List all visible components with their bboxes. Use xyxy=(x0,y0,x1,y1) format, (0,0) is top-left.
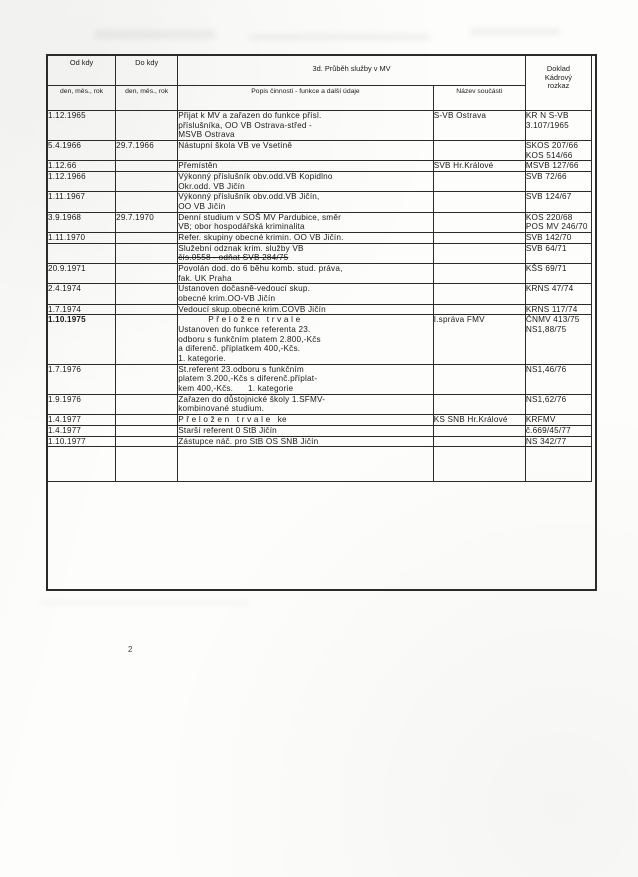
cell-nazev xyxy=(433,192,525,212)
table-row xyxy=(48,304,592,315)
cell-doklad: KRFMV xyxy=(525,415,591,426)
table-row xyxy=(48,415,592,426)
cell-popis: Refer. skupiny obecné krimin. OO VB Jičín. xyxy=(178,233,433,244)
header-prubeh-sluzby: 3d. Průběh služby v MV xyxy=(178,56,526,86)
table-row xyxy=(48,212,592,232)
cell-do-kdy xyxy=(116,233,178,244)
cell-doklad: SVB 142/70 xyxy=(525,233,591,244)
table-header-sub-row xyxy=(48,86,592,111)
cell-nazev xyxy=(433,233,525,244)
cell-do-kdy xyxy=(116,425,178,436)
table-row xyxy=(48,436,592,447)
cell-popis: Zařazen do důstojnické školy 1.SFMV- kombinované studium. xyxy=(178,394,433,414)
cell-nazev xyxy=(433,212,525,232)
cell-od-kdy: 1.12.1966 xyxy=(48,172,116,192)
table-row-empty xyxy=(48,447,592,482)
cell-popis: Vedoucí skup.obecné krim.COVB Jičín xyxy=(178,304,433,315)
cell-do-kdy: 29.7.1966 xyxy=(116,141,178,161)
cell-popis: Denní studium v SOŠ MV Pardubice, směr VB; obor hospodářská kriminalita xyxy=(178,212,433,232)
cell-nazev xyxy=(433,243,525,263)
cell-do-kdy xyxy=(116,264,178,284)
cell-doklad: NS1,46/76 xyxy=(525,364,591,394)
cell-popis: Výkonný příslušník obv.odd.VB Jičín, OO VB Jičín xyxy=(178,192,433,212)
cell-doklad: KOS 220/68 POS MV 246/70 xyxy=(525,212,591,232)
table-row xyxy=(48,233,592,244)
table-row xyxy=(48,141,592,161)
cell-od-kdy xyxy=(48,243,116,263)
cell-doklad-empty xyxy=(525,447,591,482)
table-row xyxy=(48,264,592,284)
cell-od-kdy: 1.7.1976 xyxy=(48,364,116,394)
cell-od-kdy: 20.9.1971 xyxy=(48,264,116,284)
cell-nazev xyxy=(433,304,525,315)
cell-nazev xyxy=(433,284,525,304)
cell-doklad: KR N S-VB 3.107/1965 xyxy=(525,111,591,141)
cell-doklad: MSVB 127/66 xyxy=(525,161,591,172)
cell-od-kdy: 1.11.1970 xyxy=(48,233,116,244)
cell-popis: Služební odznak krim. služby VB čís.0558 - odňat SVB 284/75 xyxy=(178,243,433,263)
table-row xyxy=(48,161,592,172)
cell-od-kdy-empty xyxy=(48,447,116,482)
cell-nazev: SVB Hr.Králové xyxy=(433,161,525,172)
header-doklad-line1: Doklad xyxy=(546,64,570,73)
cell-od-kdy: 3.9.1968 xyxy=(48,212,116,232)
cell-doklad: NS1,62/76 xyxy=(525,394,591,414)
cell-od-kdy: 1.9.1976 xyxy=(48,394,116,414)
cell-doklad: ČNMV 413/75 NS1,88/75 xyxy=(525,315,591,364)
cell-doklad: SVB 72/66 xyxy=(525,172,591,192)
cell-doklad: SVB 64/71 xyxy=(525,243,591,263)
cell-nazev: S-VB Ostrava xyxy=(433,111,525,141)
cell-doklad: NS 342/77 xyxy=(525,436,591,447)
cell-popis: P ř e l o ž e n t r v a l e Ustanoven do funkce referenta 23. odboru s funkčním platem 2.800,-Kčs a diferenč. příplatkem 400,-Kčs. 1. kategorie. xyxy=(178,315,433,364)
header-nazev-soucasti: Název součásti xyxy=(433,86,525,111)
cell-od-kdy: 1.12.66 xyxy=(48,161,116,172)
cell-do-kdy-empty xyxy=(116,447,178,482)
cell-do-kdy: 29.7.1970 xyxy=(116,212,178,232)
table-row xyxy=(48,425,592,436)
cell-od-kdy: 5.4.1966 xyxy=(48,141,116,161)
cell-do-kdy xyxy=(116,172,178,192)
cell-popis-empty xyxy=(178,447,433,482)
cell-do-kdy xyxy=(116,436,178,447)
header-od-kdy-title: Od kdy xyxy=(69,58,94,67)
cell-nazev xyxy=(433,264,525,284)
cell-popis: Přijat k MV a zařazen do funkce přísl. příslušníka, OO VB Ostrava-střed - MSVB Ostrava xyxy=(178,111,433,141)
header-doklad-line3: rozkaz xyxy=(547,81,570,91)
cell-doklad: č.669/45/77 xyxy=(525,425,591,436)
cell-nazev xyxy=(433,436,525,447)
header-od-kdy xyxy=(48,56,116,86)
table-row xyxy=(48,394,592,414)
header-do-kdy xyxy=(116,56,178,86)
cell-do-kdy xyxy=(116,192,178,212)
cell-nazev xyxy=(433,425,525,436)
cell-od-kdy: 1.4.1977 xyxy=(48,425,116,436)
cell-popis: Povolán dod. do 6 běhu komb. stud. práva, fak. UK Praha xyxy=(178,264,433,284)
cell-nazev xyxy=(433,394,525,414)
cell-doklad: SVB 124/67 xyxy=(525,192,591,212)
table-row xyxy=(48,111,592,141)
cell-od-kdy: 1.11.1967 xyxy=(48,192,116,212)
table-row xyxy=(48,172,592,192)
cell-doklad: KRNS 117/74 xyxy=(525,304,591,315)
cell-popis: Přemístěn xyxy=(178,161,433,172)
cell-od-kdy: 2.4.1974 xyxy=(48,284,116,304)
cell-od-kdy: 1.10.1977 xyxy=(48,436,116,447)
cell-do-kdy xyxy=(116,111,178,141)
cell-nazev xyxy=(433,141,525,161)
table-row xyxy=(48,243,592,263)
table-row xyxy=(48,364,592,394)
cell-doklad: KRNS 47/74 xyxy=(525,284,591,304)
cell-od-kdy: 1.7.1974 xyxy=(48,304,116,315)
cell-do-kdy xyxy=(116,284,178,304)
cell-do-kdy xyxy=(116,304,178,315)
header-do-kdy-sub: den, měs., rok xyxy=(116,86,178,111)
header-popis: Popis činnosti - funkce a další údaje xyxy=(178,86,433,111)
header-doklad-line2: Kádrový xyxy=(544,72,572,82)
cell-od-kdy: 1.12.1965 xyxy=(48,111,116,141)
table-row xyxy=(48,192,592,212)
cell-do-kdy xyxy=(116,415,178,426)
cell-do-kdy xyxy=(116,315,178,364)
cell-popis: Zástupce náč. pro StB OS SNB Jičín xyxy=(178,436,433,447)
cell-nazev: I.správa FMV xyxy=(433,315,525,364)
cell-popis: Nástupní škola VB ve Vsetíně xyxy=(178,141,433,161)
cell-popis: Starší referent 0 StB Jičín xyxy=(178,425,433,436)
cell-popis: Ustanoven dočasně-vedoucí skup. obecné krim.OO-VB Jičín xyxy=(178,284,433,304)
cell-doklad: SKOS 207/66 KOS 514/66 xyxy=(525,141,591,161)
table-row xyxy=(48,284,592,304)
cell-od-kdy: 1.4.1977 xyxy=(48,415,116,426)
cell-do-kdy xyxy=(116,161,178,172)
cell-do-kdy xyxy=(116,243,178,263)
cell-do-kdy xyxy=(116,364,178,394)
cell-nazev-empty xyxy=(433,447,525,482)
cell-do-kdy xyxy=(116,394,178,414)
table-row xyxy=(48,315,592,364)
cell-nazev xyxy=(433,364,525,394)
header-do-kdy-title: Do kdy xyxy=(135,58,159,67)
cell-nazev: KS SNB Hr.Králové xyxy=(433,415,525,426)
header-doklad xyxy=(525,56,591,111)
cell-nazev xyxy=(433,172,525,192)
service-record-table xyxy=(47,55,592,482)
cell-popis: Výkonný příslušník obv.odd.VB Kopidlno Okr.odd. VB Jičín xyxy=(178,172,433,192)
cell-doklad: KŠS 69/71 xyxy=(525,264,591,284)
page-mark: 2 xyxy=(128,645,133,654)
table-header-top-row xyxy=(48,56,592,86)
cell-od-kdy: 1.10.1975 xyxy=(48,315,116,364)
cell-popis: St.referent 23.odboru s funkčním platem 3.200,-Kčs s diferenč.příplat- kem 400,-Kčs. 1. kategorie xyxy=(178,364,433,394)
cell-popis: P ř e l o ž e n t r v a l e ke xyxy=(178,415,433,426)
header-od-kdy-sub: den, měs., rok xyxy=(48,86,116,111)
